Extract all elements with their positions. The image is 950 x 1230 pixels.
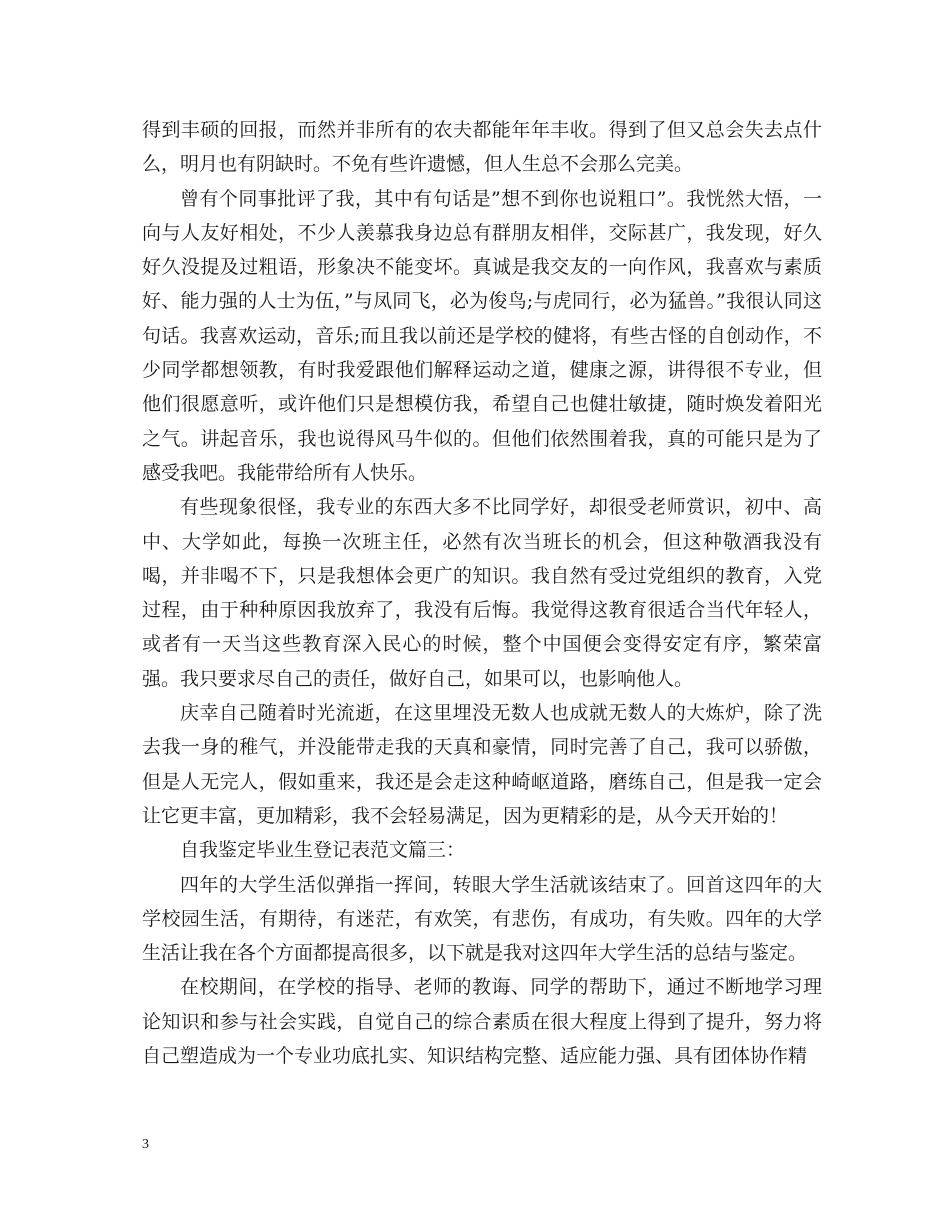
section-heading: 自我鉴定毕业生登记表范文篇三： bbox=[180, 839, 466, 862]
paragraph-3: 有些现象很怪，我专业的东西大多不比同学好，却很受老师赏识，初中、高中、大学如此，每换一次班主任，必然有次当班长的机会，但这种敬酒我没有喝，并非喝不下，只是我想体会更广的知识。我自然有受过党组织的教育，入党过程，由于种种原因我放弃了，我没有后悔。我觉得这教育很适合当代年轻人，或者有一天当这些教育深入民心的时候，整个中国便会变得安定有序，繁荣富强。我只要求尽自己的责任，做好自己，如果可以，也影响他人。 bbox=[142, 496, 822, 690]
paragraph-1: 得到丰硕的回报，而然并非所有的农夫都能年年丰收。得到了但又总会失去点什么，明月也有阴缺时。不免有些许遗憾，但人生总不会那么完美。 bbox=[142, 119, 822, 176]
document-body bbox=[142, 113, 822, 1073]
paragraph-4: 庆幸自己随着时光流逝，在这里埋没无数人也成就无数人的大炼炉，除了洗去我一身的稚气，并没能带走我的天真和豪情，同时完善了自己，我可以骄傲，但是人无完人，假如重来，我还是会走这种崎岖道路，磨练自己，但是我一定会让它更丰富，更加精彩，我不会轻易满足，因为更精彩的是，从今天开始的！ bbox=[142, 702, 822, 827]
paragraph-2: 曾有个同事批评了我，其中有句话是”想不到你也说粗口”。我恍然大悟，一向与人友好相处，不少人羡慕我身边总有群朋友相伴，交际甚广，我发现，好久好久没提及过粗语，形象决不能变坏。真诚是我交友的一向作风，我喜欢与素质好、能力强的人士为伍，”与凤同飞，必为俊鸟;与虎同行，必为猛兽。”我很认同这句话。我喜欢运动，音乐;而且我以前还是学校的健将，有些古怪的自创动作，不少同学都想领教，有时我爱跟他们解释运动之道，健康之源，讲得很不专业，但他们很愿意听，或许他们只是想模仿我，希望自己也健壮敏捷，随时焕发着阳光之气。讲起音乐，我也说得风马牛似的。但他们依然围着我，真的可能只是为了感受我吧。我能带给所有人快乐。 bbox=[142, 187, 822, 484]
paragraph-5: 四年的大学生活似弹指一挥间，转眼大学生活就该结束了。回首这四年的大学校园生活，有期待，有迷茫，有欢笑，有悲伤，有成功，有失败。四年的大学生活让我在各个方面都提高很多，以下就是我对这四年大学生活的总结与鉴定。 bbox=[142, 873, 822, 965]
page-number: 3 bbox=[142, 1137, 149, 1152]
paragraph-6: 在校期间，在学校的指导、老师的教诲、同学的帮助下，通过不断地学习理论知识和参与社会实践，自觉自己的综合素质在很大程度上得到了提升，努力将自己塑造成为一个专业功底扎实、知识结构完整、适应能力强、具有团体协作精 bbox=[142, 976, 822, 1068]
